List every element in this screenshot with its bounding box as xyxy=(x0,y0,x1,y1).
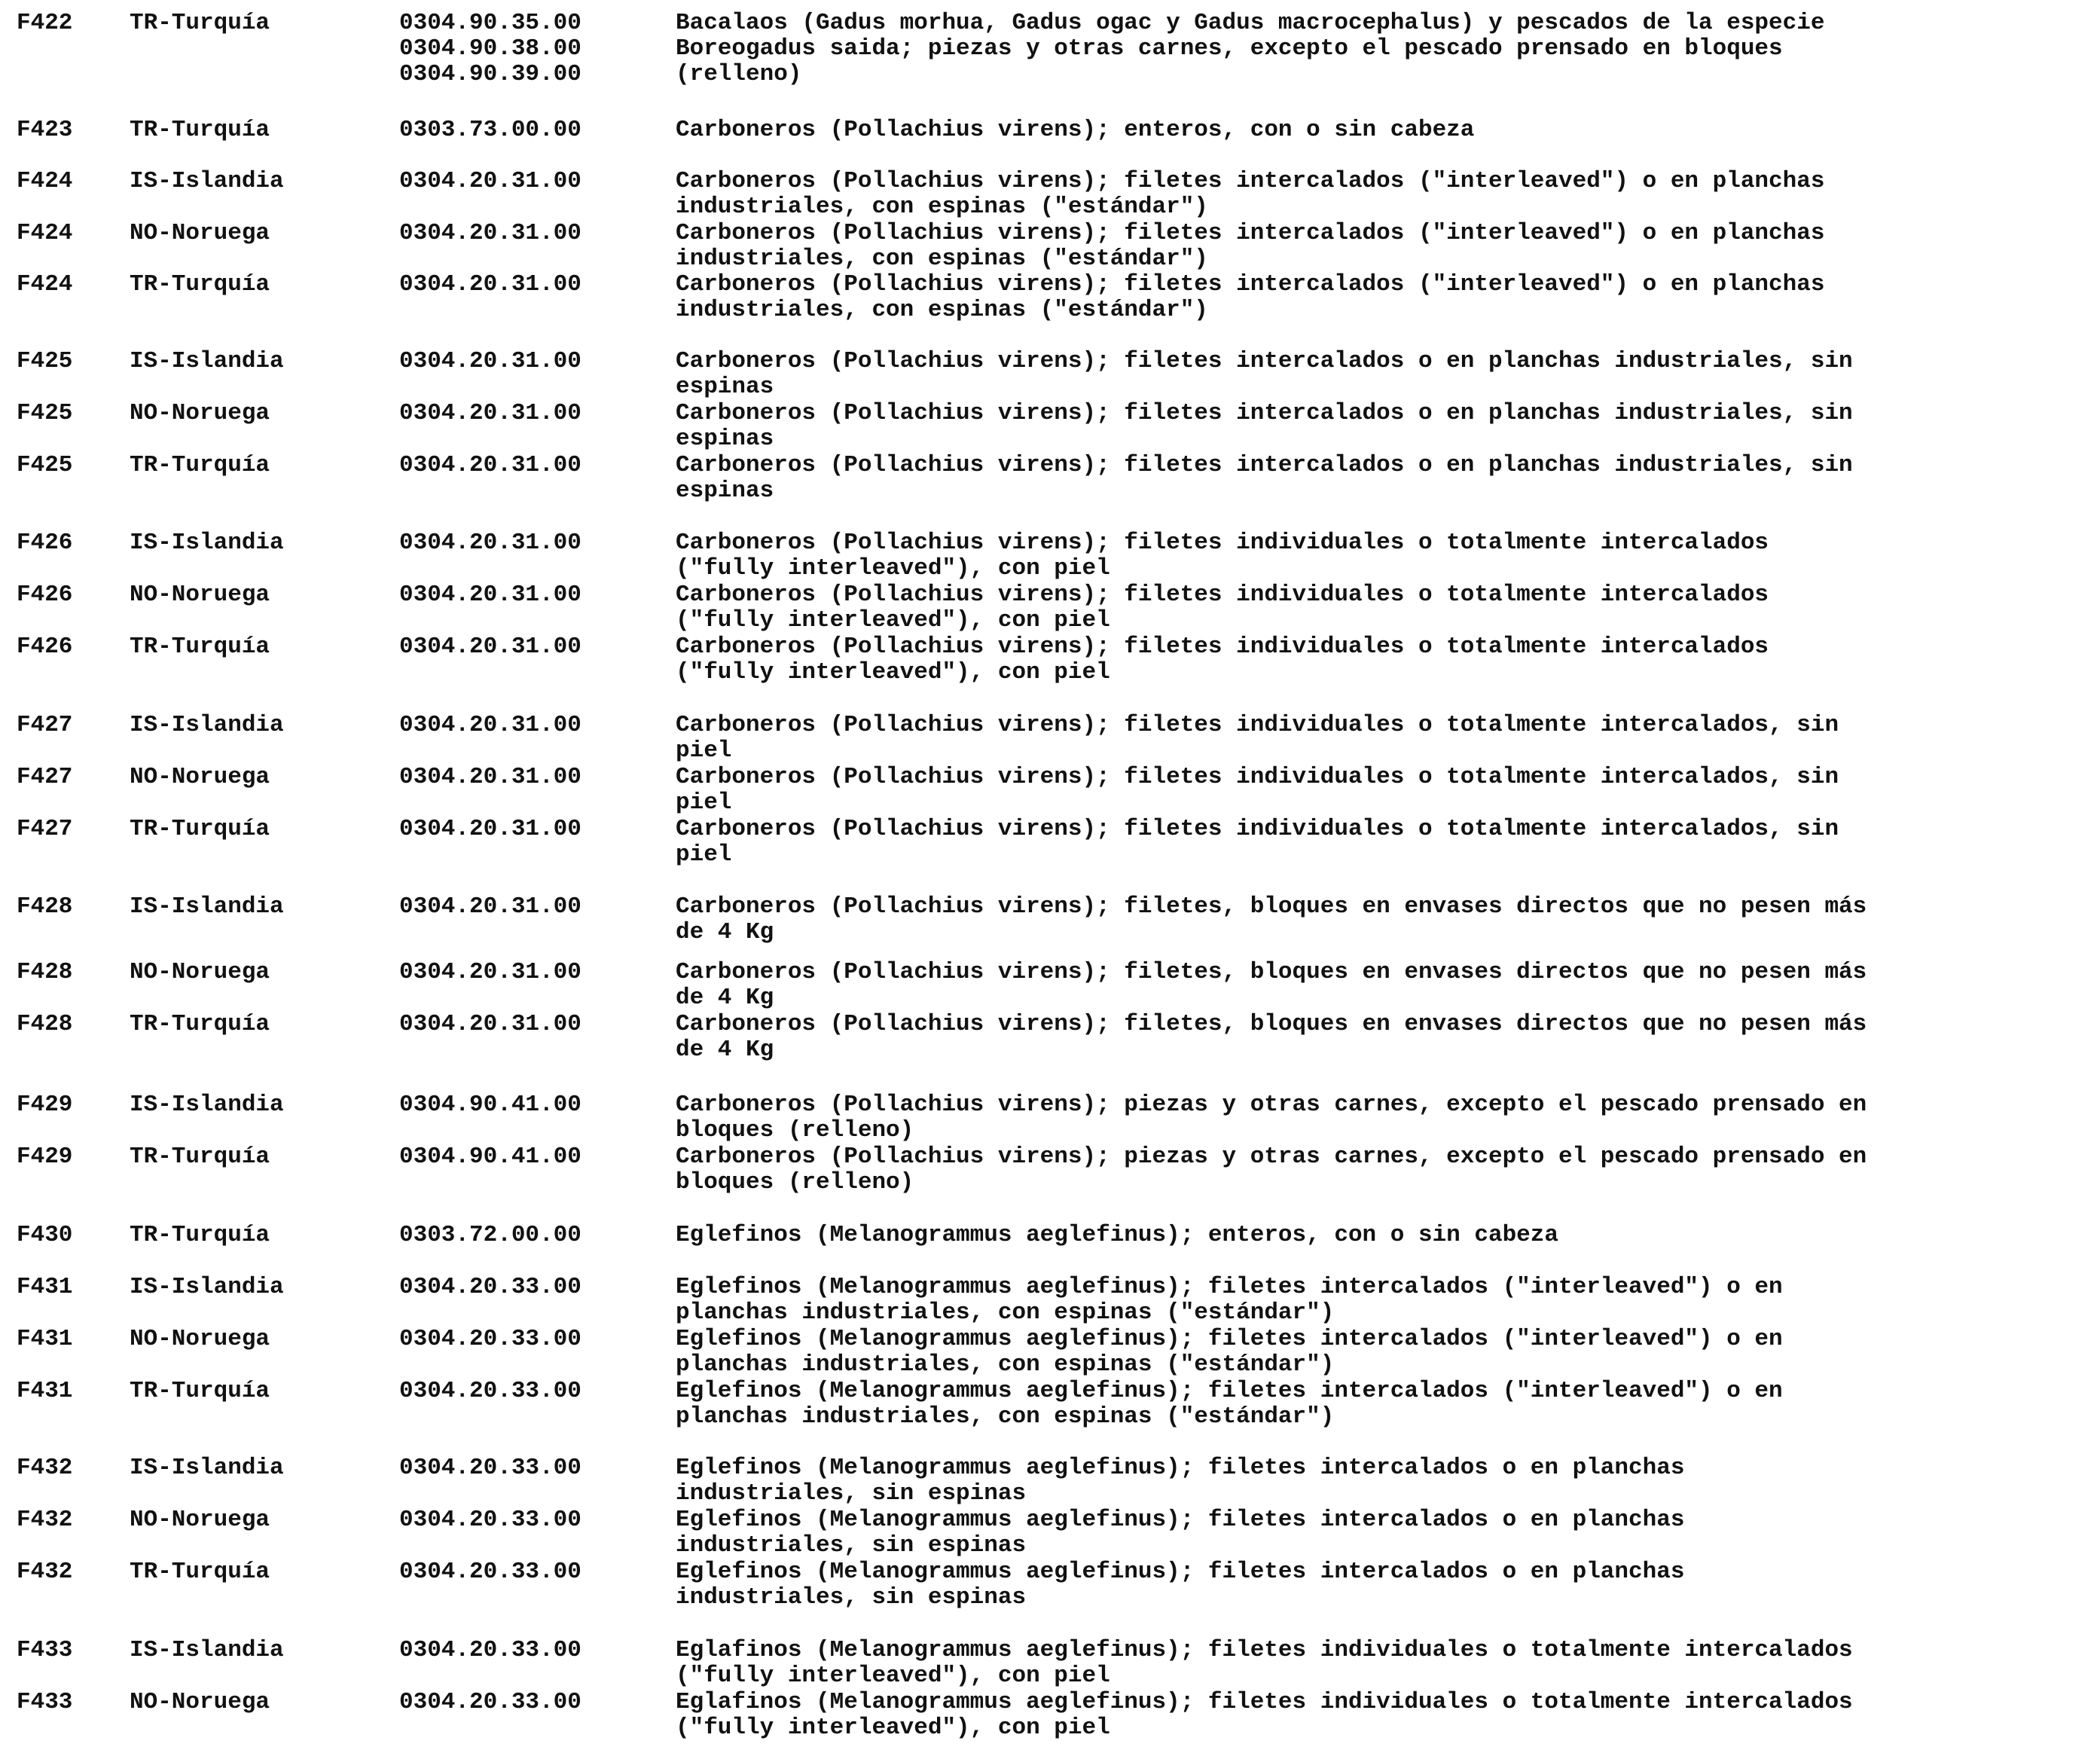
quota-code: F426 xyxy=(17,634,73,660)
product-description xyxy=(676,1223,2092,1248)
tariff-code: 0304.90.39.00 xyxy=(399,61,581,87)
quota-code: F433 xyxy=(17,1637,73,1663)
description-line: ("fully interleaved"), con piel xyxy=(676,1715,1110,1741)
quota-code: F431 xyxy=(17,1378,73,1404)
tariff-codes xyxy=(399,1455,581,1481)
tariff-codes xyxy=(399,1012,581,1037)
description-line: piel xyxy=(676,841,732,868)
description-line: Carboneros (Pollachius virens); filetes intercalados o en planchas industriales, sin xyxy=(676,452,1853,478)
product-description xyxy=(676,765,2092,816)
tariff-codes xyxy=(399,960,581,985)
product-description xyxy=(676,1275,2092,1326)
description-line: Carboneros (Pollachius virens); piezas y otras carnes, excepto el pescado prensado en xyxy=(676,1144,1867,1170)
description-line: Carboneros (Pollachius virens); filetes individuales o totalmente intercalados, sin xyxy=(676,816,1839,842)
description-line: ("fully interleaved"), con piel xyxy=(676,555,1110,582)
tariff-codes xyxy=(399,169,581,194)
description-line: Eglefinos (Melanogrammus aeglefinus); filetes intercalados o en planchas xyxy=(676,1455,1685,1481)
description-line: Carboneros (Pollachius virens); filetes individuales o totalmente intercalados xyxy=(676,530,1769,556)
tariff-codes xyxy=(399,1144,581,1170)
quota-code: F426 xyxy=(17,582,73,608)
product-description xyxy=(676,1092,2092,1144)
description-line: espinas xyxy=(676,426,774,452)
description-line: espinas xyxy=(676,374,774,400)
tariff-codes xyxy=(399,582,581,608)
country: NO-Noruega xyxy=(130,1326,270,1352)
quota-code: F430 xyxy=(17,1222,73,1248)
country: TR-Turquía xyxy=(130,1222,270,1248)
country: IS-Islandia xyxy=(130,348,284,374)
country: TR-Turquía xyxy=(130,1011,270,1037)
tariff-code: 0304.90.38.00 xyxy=(399,35,581,62)
description-line: bloques (relleno) xyxy=(676,1117,914,1144)
tariff-codes xyxy=(399,1559,581,1585)
tariff-code: 0304.20.31.00 xyxy=(399,764,581,790)
quota-code: F429 xyxy=(17,1092,73,1118)
country: TR-Turquía xyxy=(130,1559,270,1585)
quota-code: F426 xyxy=(17,530,73,556)
quota-code: F423 xyxy=(17,117,73,143)
quota-code: F425 xyxy=(17,348,73,374)
quota-code: F431 xyxy=(17,1274,73,1300)
description-line: de 4 Kg xyxy=(676,1037,774,1063)
tariff-code: 0304.90.41.00 xyxy=(399,1144,581,1170)
quota-code: F432 xyxy=(17,1507,73,1533)
tariff-code: 0304.20.31.00 xyxy=(399,893,581,920)
description-line: industriales, sin espinas xyxy=(676,1532,1027,1559)
country: NO-Noruega xyxy=(130,959,270,985)
quota-code: F424 xyxy=(17,168,73,194)
description-line: Eglefinos (Melanogrammus aeglefinus); filetes intercalados ("interleaved") o en xyxy=(676,1274,1783,1300)
quota-code: F424 xyxy=(17,220,73,246)
tariff-code: 0304.20.31.00 xyxy=(399,168,581,194)
product-description xyxy=(676,817,2092,868)
tariff-codes xyxy=(399,1275,581,1300)
tariff-code: 0304.20.33.00 xyxy=(399,1559,581,1585)
country: TR-Turquía xyxy=(130,10,270,36)
tariff-code: 0304.20.33.00 xyxy=(399,1326,581,1352)
tariff-codes xyxy=(399,894,581,920)
tariff-code: 0304.20.31.00 xyxy=(399,220,581,246)
tariff-code: 0304.20.31.00 xyxy=(399,582,581,608)
tariff-code: 0304.20.31.00 xyxy=(399,959,581,985)
product-description xyxy=(676,1690,2092,1741)
tariff-codes xyxy=(399,1638,581,1663)
tariff-code: 0304.20.33.00 xyxy=(399,1455,581,1481)
tariff-codes xyxy=(399,765,581,790)
tariff-code: 0304.20.33.00 xyxy=(399,1274,581,1300)
quota-code: F425 xyxy=(17,452,73,478)
tariff-code: 0303.73.00.00 xyxy=(399,117,581,143)
tariff-code: 0304.20.31.00 xyxy=(399,400,581,426)
tariff-codes xyxy=(399,453,581,478)
description-line: Carboneros (Pollachius virens); filetes intercalados ("interleaved") o en planchas xyxy=(676,271,1825,298)
tariff-code: 0304.20.33.00 xyxy=(399,1689,581,1715)
product-description xyxy=(676,453,2092,504)
tariff-codes xyxy=(399,530,581,556)
quota-code: F428 xyxy=(17,893,73,920)
tariff-codes xyxy=(399,349,581,374)
country: IS-Islandia xyxy=(130,712,284,738)
product-description xyxy=(676,582,2092,634)
description-line: Carboneros (Pollachius virens); filetes individuales o totalmente intercalados xyxy=(676,582,1769,608)
description-line: planchas industriales, con espinas ("estándar") xyxy=(676,1299,1335,1326)
quota-code: F427 xyxy=(17,764,73,790)
tariff-code: 0304.20.31.00 xyxy=(399,271,581,298)
product-description xyxy=(676,1144,2092,1196)
quota-code: F422 xyxy=(17,10,73,36)
description-line: industriales, sin espinas xyxy=(676,1480,1027,1507)
product-description xyxy=(676,634,2092,686)
product-description xyxy=(676,1455,2092,1507)
country: IS-Islandia xyxy=(130,893,284,920)
tariff-code: 0303.72.00.00 xyxy=(399,1222,581,1248)
quota-code: F431 xyxy=(17,1326,73,1352)
country: IS-Islandia xyxy=(130,1637,284,1663)
description-line: Eglefinos (Melanogrammus aeglefinus); filetes intercalados o en planchas xyxy=(676,1507,1685,1533)
description-line: espinas xyxy=(676,478,774,504)
tariff-codes xyxy=(399,272,581,298)
tariff-codes xyxy=(399,1327,581,1352)
tariff-code: 0304.20.31.00 xyxy=(399,1011,581,1037)
quota-code: F432 xyxy=(17,1559,73,1585)
tariff-codes xyxy=(399,11,581,87)
product-description xyxy=(676,1327,2092,1378)
product-description xyxy=(676,1379,2092,1430)
tariff-code: 0304.20.33.00 xyxy=(399,1378,581,1404)
description-line: Eglafinos (Melanogrammus aeglefinus); filetes individuales o totalmente intercalados xyxy=(676,1637,1853,1663)
description-line: de 4 Kg xyxy=(676,919,774,945)
description-line: Carboneros (Pollachius virens); filetes intercalados o en planchas industriales, sin xyxy=(676,400,1853,426)
description-line: industriales, con espinas ("estándar") xyxy=(676,246,1208,272)
quota-code: F424 xyxy=(17,271,73,298)
description-line: industriales, sin espinas xyxy=(676,1584,1027,1611)
country: TR-Turquía xyxy=(130,117,270,143)
country: TR-Turquía xyxy=(130,634,270,660)
tariff-codes xyxy=(399,713,581,738)
country: IS-Islandia xyxy=(130,1455,284,1481)
country: TR-Turquía xyxy=(130,452,270,478)
country: TR-Turquía xyxy=(130,271,270,298)
tariff-code: 0304.20.31.00 xyxy=(399,816,581,842)
product-description xyxy=(676,713,2092,764)
country: TR-Turquía xyxy=(130,816,270,842)
country: IS-Islandia xyxy=(130,1092,284,1118)
product-description xyxy=(676,221,2092,272)
country: NO-Noruega xyxy=(130,1689,270,1715)
description-line: Carboneros (Pollachius virens); filetes, bloques en envases directos que no pesen más xyxy=(676,959,1867,985)
quota-code: F428 xyxy=(17,959,73,985)
description-line: Eglafinos (Melanogrammus aeglefinus); filetes individuales o totalmente intercalados xyxy=(676,1689,1853,1715)
country: TR-Turquía xyxy=(130,1378,270,1404)
description-line: Carboneros (Pollachius virens); filetes, bloques en envases directos que no pesen más xyxy=(676,1011,1867,1037)
tariff-codes xyxy=(399,1379,581,1404)
tariff-code: 0304.90.41.00 xyxy=(399,1092,581,1118)
product-description xyxy=(676,11,2092,87)
description-line: planchas industriales, con espinas ("estándar") xyxy=(676,1403,1335,1430)
description-line: Eglefinos (Melanogrammus aeglefinus); filetes intercalados o en planchas xyxy=(676,1559,1685,1585)
tariff-codes xyxy=(399,817,581,842)
description-line: de 4 Kg xyxy=(676,985,774,1011)
quota-code: F427 xyxy=(17,712,73,738)
country: NO-Noruega xyxy=(130,220,270,246)
quota-code: F425 xyxy=(17,400,73,426)
description-line: Eglefinos (Melanogrammus aeglefinus); filetes intercalados ("interleaved") o en xyxy=(676,1326,1783,1352)
description-line: piel xyxy=(676,738,732,764)
product-description xyxy=(676,1012,2092,1063)
country: NO-Noruega xyxy=(130,1507,270,1533)
tariff-codes xyxy=(399,1690,581,1715)
country: TR-Turquía xyxy=(130,1144,270,1170)
description-line: Carboneros (Pollachius virens); filetes, bloques en envases directos que no pesen más xyxy=(676,893,1867,920)
description-line: industriales, con espinas ("estándar") xyxy=(676,297,1208,323)
description-line: (relleno) xyxy=(676,61,802,87)
description-line: planchas industriales, con espinas ("estándar") xyxy=(676,1351,1335,1378)
product-description xyxy=(676,1507,2092,1559)
country: NO-Noruega xyxy=(130,764,270,790)
product-description xyxy=(676,530,2092,582)
country: IS-Islandia xyxy=(130,1274,284,1300)
tariff-code: 0304.20.31.00 xyxy=(399,348,581,374)
description-line: ("fully interleaved"), con piel xyxy=(676,607,1110,634)
description-line: Bacalaos (Gadus morhua, Gadus ogac y Gadus macrocephalus) y pescados de la especie xyxy=(676,10,1825,36)
quota-code: F433 xyxy=(17,1689,73,1715)
description-line: Carboneros (Pollachius virens); filetes intercalados o en planchas industriales, sin xyxy=(676,348,1853,374)
description-line: piel xyxy=(676,789,732,816)
country: NO-Noruega xyxy=(130,400,270,426)
description-line: bloques (relleno) xyxy=(676,1169,914,1196)
tariff-codes xyxy=(399,401,581,426)
description-line: Carboneros (Pollachius virens); filetes individuales o totalmente intercalados, sin xyxy=(676,764,1839,790)
description-line: Carboneros (Pollachius virens); filetes individuales o totalmente intercalados, sin xyxy=(676,712,1839,738)
description-line: Carboneros (Pollachius virens); filetes individuales o totalmente intercalados xyxy=(676,634,1769,660)
description-line: Eglefinos (Melanogrammus aeglefinus); enteros, con o sin cabeza xyxy=(676,1222,1558,1248)
tariff-codes xyxy=(399,118,581,143)
product-description xyxy=(676,349,2092,400)
product-description xyxy=(676,272,2092,323)
quota-code: F432 xyxy=(17,1455,73,1481)
product-description xyxy=(676,1559,2092,1611)
tariff-codes xyxy=(399,634,581,660)
tariff-codes xyxy=(399,1092,581,1118)
tariff-code: 0304.20.33.00 xyxy=(399,1637,581,1663)
quota-code: F429 xyxy=(17,1144,73,1170)
tariff-code: 0304.20.31.00 xyxy=(399,634,581,660)
tariff-code: 0304.20.31.00 xyxy=(399,452,581,478)
tariff-codes xyxy=(399,1507,581,1533)
tariff-code: 0304.90.35.00 xyxy=(399,10,581,36)
description-line: ("fully interleaved"), con piel xyxy=(676,1663,1110,1689)
tariff-codes xyxy=(399,1223,581,1248)
description-line: Eglefinos (Melanogrammus aeglefinus); filetes intercalados ("interleaved") o en xyxy=(676,1378,1783,1404)
product-description xyxy=(676,894,2092,945)
description-line: ("fully interleaved"), con piel xyxy=(676,659,1110,686)
tariff-code: 0304.20.31.00 xyxy=(399,530,581,556)
quota-code: F427 xyxy=(17,816,73,842)
tariff-code: 0304.20.33.00 xyxy=(399,1507,581,1533)
description-line: Carboneros (Pollachius virens); filetes intercalados ("interleaved") o en planchas xyxy=(676,168,1825,194)
product-description xyxy=(676,401,2092,452)
country: IS-Islandia xyxy=(130,168,284,194)
description-line: industriales, con espinas ("estándar") xyxy=(676,194,1208,220)
product-description xyxy=(676,118,2092,143)
tariff-codes xyxy=(399,221,581,246)
quota-code: F428 xyxy=(17,1011,73,1037)
product-description xyxy=(676,1638,2092,1689)
product-description xyxy=(676,960,2092,1011)
description-line: Carboneros (Pollachius virens); enteros, con o sin cabeza xyxy=(676,117,1475,143)
description-line: Carboneros (Pollachius virens); piezas y otras carnes, excepto el pescado prensado en xyxy=(676,1092,1867,1118)
description-line: Boreogadus saida; piezas y otras carnes, excepto el pescado prensado en bloques xyxy=(676,35,1783,62)
country: IS-Islandia xyxy=(130,530,284,556)
description-line: Carboneros (Pollachius virens); filetes intercalados ("interleaved") o en planchas xyxy=(676,220,1825,246)
product-description xyxy=(676,169,2092,220)
country: NO-Noruega xyxy=(130,582,270,608)
tariff-code: 0304.20.31.00 xyxy=(399,712,581,738)
